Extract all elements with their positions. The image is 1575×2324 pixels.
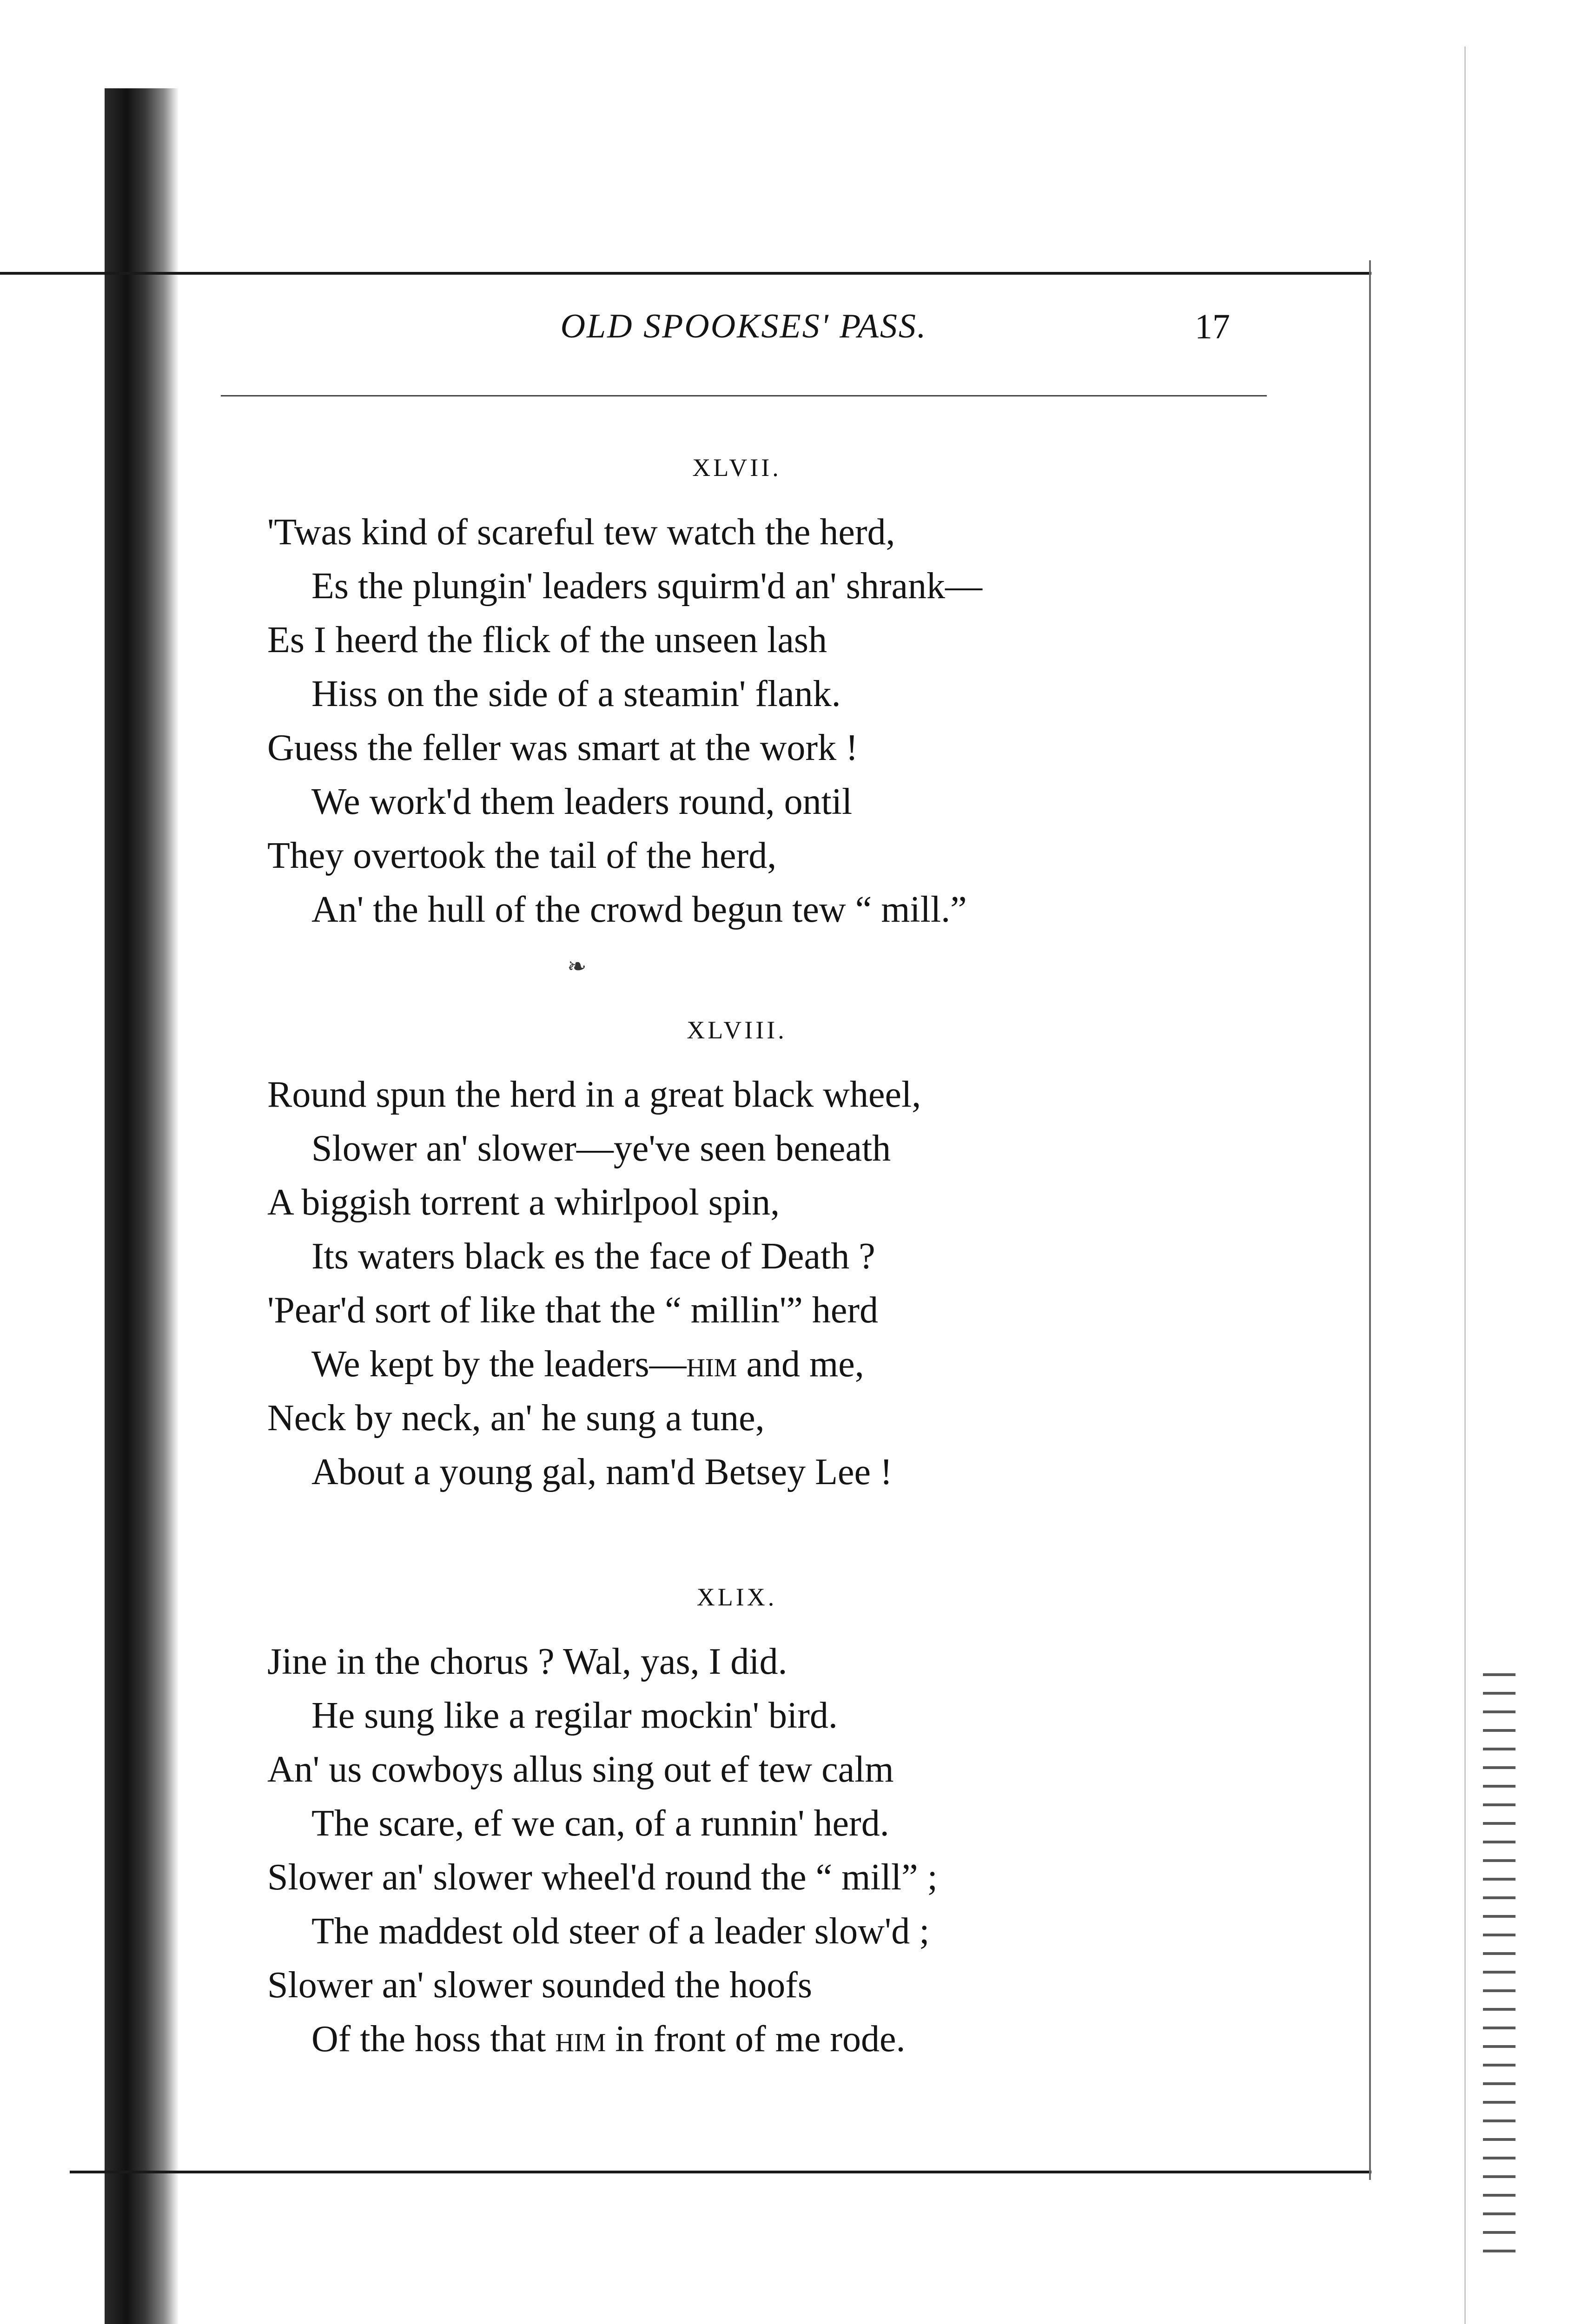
verse-line: An' the hull of the crowd begun tew “ mill.” bbox=[311, 889, 967, 930]
verse-smallcaps: him bbox=[686, 1344, 737, 1385]
verse-line: Slower an' slower wheel'd round the “ mill” ; bbox=[267, 1857, 938, 1898]
verse-segment: and me, bbox=[737, 1344, 864, 1385]
verse-line bbox=[267, 1337, 1244, 1391]
verse-line: A biggish torrent a whirlpool spin, bbox=[267, 1182, 780, 1223]
verse-smallcaps: him bbox=[555, 2019, 606, 2060]
ornament-icon: ❧ bbox=[567, 953, 587, 979]
header-rule bbox=[221, 395, 1267, 396]
verse-line: Es I heerd the flick of the unseen lash bbox=[267, 620, 827, 660]
stanza-numeral: XLVIII. bbox=[687, 1016, 787, 1044]
verse-line: Es the plungin' leaders squirm'd an' shrank— bbox=[311, 566, 982, 607]
binding-edge bbox=[105, 88, 179, 2324]
stanza-xlix bbox=[267, 1583, 1244, 2066]
bottom-crop-line bbox=[70, 2171, 1371, 2173]
verse-segment: in front of me rode. bbox=[606, 2019, 906, 2060]
verse-line: The maddest old steer of a leader slow'd ; bbox=[311, 1911, 930, 1952]
verse-line: Jine in the chorus ? Wal, yas, I did. bbox=[267, 1641, 788, 1682]
running-title: OLD SPOOKSES' PASS. bbox=[560, 307, 927, 345]
verse-line bbox=[267, 2012, 1244, 2066]
top-crop-line bbox=[0, 272, 1371, 275]
stanza-numeral: XLVII. bbox=[692, 454, 781, 482]
verse-line: Hiss on the side of a steamin' flank. bbox=[311, 673, 841, 714]
verse-line: Slower an' slower sounded the hoofs bbox=[267, 1965, 812, 2006]
verse-line: They overtook the tail of the herd, bbox=[267, 835, 777, 876]
verse-line: We work'd them leaders round, ontil bbox=[311, 781, 853, 822]
verse-segment: Of the hoss that bbox=[311, 2019, 556, 2060]
verse-line: Its waters black es the face of Death ? bbox=[311, 1236, 875, 1277]
verse-line: The scare, ef we can, of a runnin' herd. bbox=[311, 1803, 889, 1844]
verse-line: Slower an' slower—ye've seen beneath bbox=[311, 1128, 891, 1169]
verse-line: About a young gal, nam'd Betsey Lee ! bbox=[311, 1452, 893, 1492]
scan-ruler bbox=[1483, 1673, 1515, 2254]
verse-line: An' us cowboys allus sing out ef tew calm bbox=[267, 1749, 894, 1790]
right-crop-line bbox=[1369, 260, 1371, 2180]
stanza-numeral: XLIX. bbox=[696, 1583, 777, 1611]
stanza-xlviii bbox=[267, 1016, 1244, 1499]
verse-line: Round spun the herd in a great black wheel, bbox=[267, 1074, 921, 1115]
verse-line: Guess the feller was smart at the work ! bbox=[267, 727, 858, 768]
stanza-xlvii bbox=[267, 453, 1244, 937]
verse-segment: We kept by the leaders— bbox=[311, 1344, 687, 1385]
page-number: 17 bbox=[1195, 307, 1230, 346]
verse-line: He sung like a regilar mockin' bird. bbox=[311, 1695, 838, 1736]
verse-line: Neck by neck, an' he sung a tune, bbox=[267, 1398, 765, 1439]
page-edge bbox=[1464, 46, 1466, 2324]
verse-line: 'Twas kind of scareful tew watch the herd, bbox=[267, 512, 895, 553]
verse-line: 'Pear'd sort of like that the “ millin'” herd bbox=[267, 1290, 878, 1331]
